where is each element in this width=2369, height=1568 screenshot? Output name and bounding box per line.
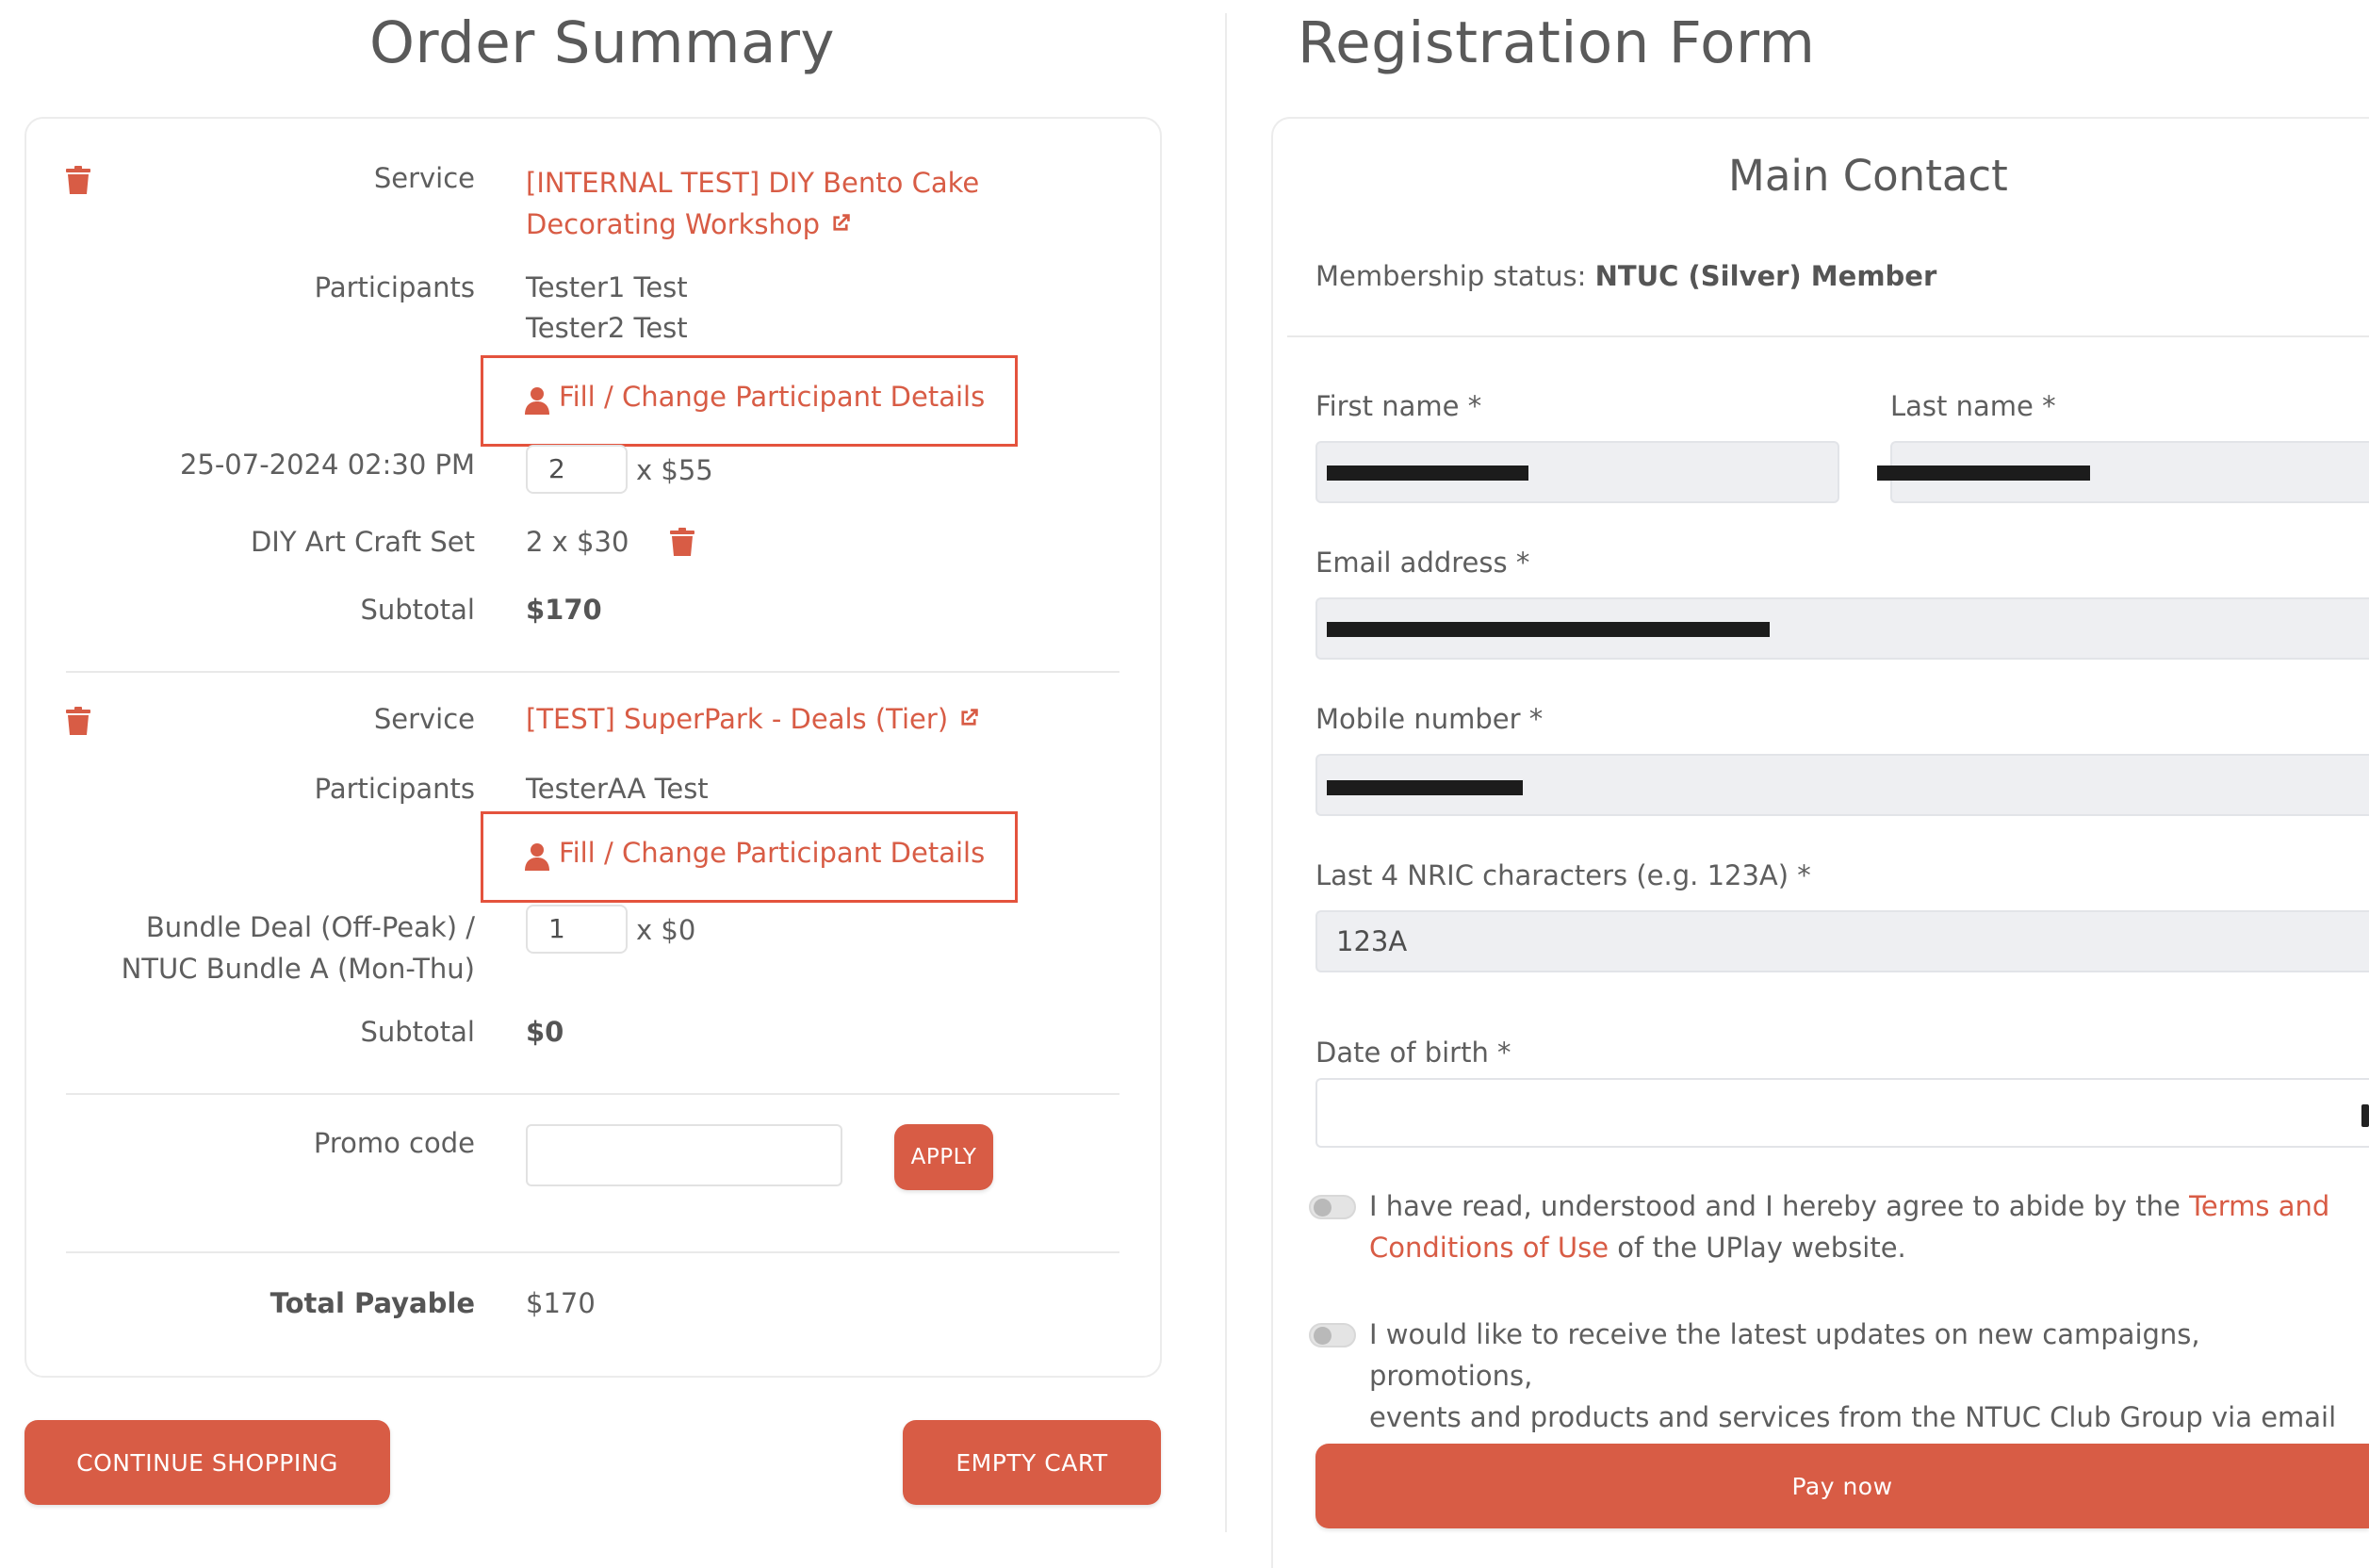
participants-label: Participants [314, 271, 475, 303]
deal-label-line1: Bundle Deal (Off-Peak) / [145, 911, 475, 943]
service-label: Service [373, 162, 475, 194]
subtotal-label: Subtotal [360, 594, 475, 626]
subtotal-value: $170 [526, 594, 602, 626]
membership-status-value: NTUC (Silver) Member [1594, 260, 1937, 292]
continue-shopping-button[interactable]: CONTINUE SHOPPING [25, 1420, 390, 1505]
service-name-link[interactable] [526, 703, 981, 735]
terms-link-line2[interactable]: Conditions of Use [1369, 1232, 1609, 1264]
last-name-input[interactable] [1890, 441, 2369, 503]
membership-status [1315, 260, 1936, 292]
terms-text-2: of the UPlay website. [1617, 1232, 1906, 1264]
redacted-value [1877, 466, 2090, 481]
total-payable-value: $170 [526, 1287, 596, 1319]
membership-status-prefix: Membership status: [1315, 260, 1587, 292]
deal-label-line2: NTUC Bundle A (Mon-Thu) [121, 953, 475, 985]
participant-name: TesterAA Test [526, 773, 709, 805]
service-name-line2[interactable]: Decorating Workshop [526, 208, 821, 240]
divider [1287, 335, 2369, 337]
participant-name: Tester1 Test [526, 271, 688, 303]
terms-text-1: I have read, understood and I hereby agree to abide by the [1369, 1190, 2181, 1222]
calendar-icon[interactable] [2361, 1104, 2369, 1127]
terms-text [1369, 1185, 2369, 1268]
terms-link[interactable]: Terms and [2189, 1190, 2330, 1222]
quantity-input[interactable]: 2 [526, 445, 628, 494]
last-name-label: Last name * [1890, 390, 2056, 422]
quantity-input[interactable]: 1 [526, 905, 628, 954]
deal-label [122, 906, 475, 989]
user-icon [525, 386, 549, 415]
dob-input[interactable] [1315, 1078, 2369, 1148]
email-label: Email address * [1315, 547, 1530, 579]
trash-icon[interactable] [66, 707, 90, 735]
divider [66, 671, 1119, 673]
participants-label: Participants [314, 773, 475, 805]
addon-trash-icon[interactable] [670, 528, 694, 556]
fill-participant-details-button[interactable] [481, 811, 1018, 903]
trash-icon[interactable] [66, 166, 90, 194]
first-name-label: First name * [1315, 390, 1482, 422]
service-name-link[interactable] [526, 162, 979, 245]
participant-name: Tester2 Test [526, 312, 688, 344]
total-payable-label: Total Payable [270, 1287, 475, 1319]
dob-label: Date of birth * [1315, 1037, 1511, 1069]
email-input[interactable] [1315, 597, 2369, 660]
service-name-line1[interactable]: [INTERNAL TEST] DIY Bento Cake [526, 167, 980, 199]
unit-price: x $0 [636, 914, 696, 946]
subtotal-value: $0 [526, 1016, 564, 1048]
main-contact-title: Main Contact [1728, 151, 2008, 201]
pay-now-button[interactable]: Pay now [1315, 1444, 2369, 1528]
fill-participant-details-label[interactable]: Fill / Change Participant Details [559, 837, 986, 869]
addon-value: 2 x $30 [526, 526, 629, 558]
fill-participant-details-button[interactable] [481, 355, 1018, 447]
promo-code-input[interactable] [526, 1124, 842, 1186]
subtotal-label: Subtotal [360, 1016, 475, 1048]
redacted-value [1327, 780, 1523, 795]
order-summary-title: Order Summary [369, 9, 836, 76]
marketing-updates-toggle[interactable] [1309, 1323, 1356, 1348]
fill-participant-details-label[interactable]: Fill / Change Participant Details [559, 381, 986, 413]
registration-form-title: Registration Form [1298, 9, 1816, 76]
service-name[interactable]: [TEST] SuperPark - Deals (Tier) [526, 703, 949, 735]
first-name-input[interactable] [1315, 441, 1839, 503]
divider [66, 1093, 1119, 1095]
column-divider [1225, 13, 1227, 1532]
apply-promo-button[interactable]: APPLY [894, 1124, 993, 1190]
terms-toggle[interactable] [1309, 1195, 1356, 1219]
empty-cart-button[interactable]: EMPTY CART [903, 1420, 1161, 1505]
redacted-value [1327, 466, 1528, 481]
unit-price: x $55 [636, 454, 713, 486]
mobile-input[interactable] [1315, 754, 2369, 816]
nric-input[interactable]: 123A [1315, 910, 2369, 972]
divider [66, 1251, 1119, 1253]
external-link-icon[interactable] [828, 211, 853, 236]
session-datetime-label: 25-07-2024 02:30 PM [179, 449, 475, 481]
service-label: Service [373, 703, 475, 735]
addon-label: DIY Art Craft Set [250, 526, 475, 558]
promo-code-label: Promo code [313, 1127, 475, 1159]
redacted-value [1327, 622, 1770, 637]
updates-text-2: events and products and services from the NTUC Club Group via email [1369, 1401, 2337, 1433]
external-link-icon[interactable] [956, 706, 981, 730]
updates-text-1: I would like to receive the latest updates on new campaigns, promotions, [1369, 1318, 2200, 1392]
nric-label: Last 4 NRIC characters (e.g. 123A) * [1315, 859, 1811, 891]
user-icon [525, 842, 549, 871]
mobile-label: Mobile number * [1315, 703, 1544, 735]
marketing-updates-text [1369, 1314, 2369, 1438]
order-summary-card [25, 117, 1162, 1378]
